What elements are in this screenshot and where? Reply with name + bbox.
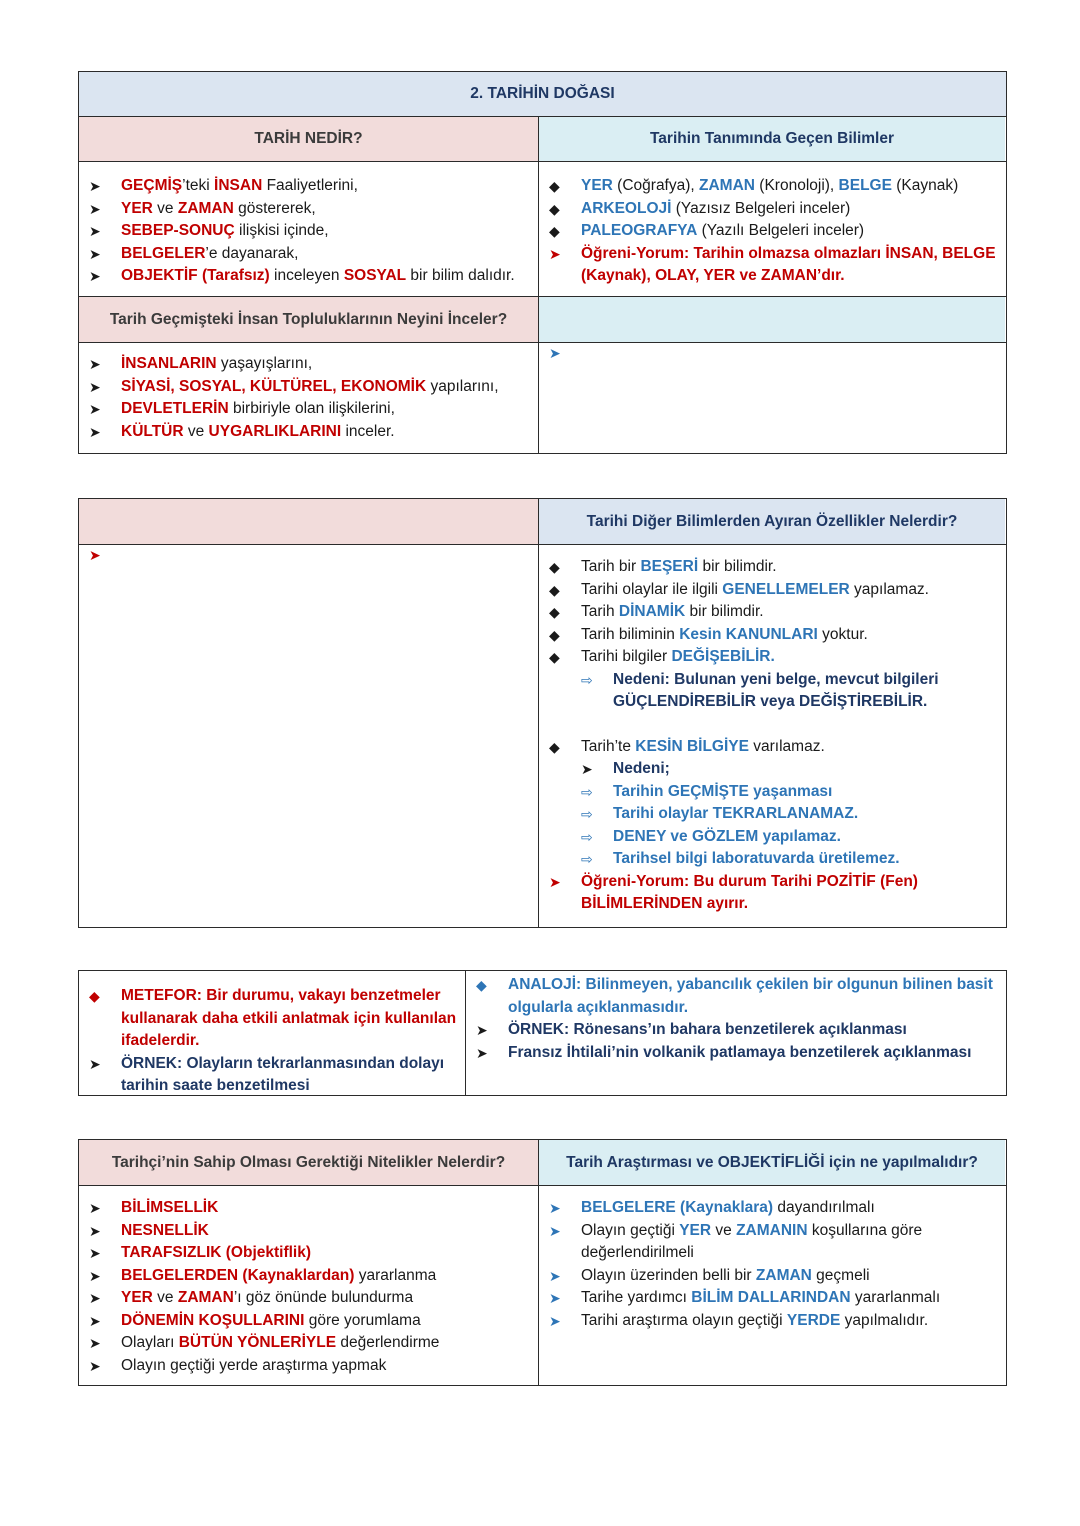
arrow-bullet-icon: ➤ — [89, 547, 101, 563]
list-item-text — [613, 758, 670, 781]
list-item — [549, 556, 1005, 579]
list-item — [549, 175, 1005, 198]
text-run: ZAMAN — [755, 1266, 812, 1284]
text-run: YER — [121, 1289, 153, 1306]
diamond-bullet-icon: ◆ — [549, 581, 560, 598]
list-item-text — [121, 265, 515, 288]
arrow-bullet-icon: ➤ — [549, 873, 561, 890]
header-row — [79, 117, 1006, 162]
text-run: SİYASİ, SOSYAL, KÜLTÜREL, EKONOMİK — [121, 377, 427, 395]
list-item-text — [581, 601, 764, 624]
text-run: ilişkisi içinde, — [234, 222, 329, 239]
list-item-text — [121, 353, 312, 376]
text-run: DENEY ve GÖZLEM yapılamaz. — [613, 827, 841, 845]
ozellikler-list — [549, 556, 1005, 916]
text-run: (Kronoloji), — [754, 177, 839, 194]
arrow-bullet-icon: ➤ — [549, 1312, 561, 1329]
list-item-text — [613, 781, 832, 804]
text-run: ZAMAN — [699, 177, 755, 194]
list-item — [89, 198, 538, 221]
text-run: ve — [152, 199, 178, 217]
text-run: bir bilimdir. — [685, 603, 764, 620]
text-run: DEĞİŞEBİLİR. — [671, 648, 775, 665]
text-run: birbiriyle olan ilişkilerini, — [228, 400, 395, 417]
text-run: ve — [711, 1221, 737, 1239]
list-item — [549, 826, 1005, 849]
diamond-bullet-icon: ◆ — [549, 223, 560, 239]
text-run: GENELLEMELER — [722, 580, 850, 598]
text-run: İNSAN — [214, 177, 263, 194]
list-item — [89, 1242, 538, 1265]
text-run: Tarih’te — [581, 737, 636, 755]
text-run: Olayın geçtiği — [581, 1221, 680, 1239]
list-item — [89, 175, 538, 198]
text-run: Tarihi olaylar ile ilgili — [581, 580, 723, 598]
content-row — [79, 545, 1006, 927]
text-run: yapılarını, — [426, 377, 499, 395]
text-run: UYGARLIKLARINI — [208, 422, 342, 440]
header-empty — [538, 297, 1005, 342]
arrow-bullet-icon: ➤ — [89, 1222, 101, 1239]
list-item-text — [121, 1287, 413, 1310]
arrow-bullet-icon: ➤ — [476, 1044, 488, 1061]
text-run: BİLİMSELLİK — [121, 1199, 219, 1216]
list-item-text — [121, 985, 457, 1053]
list-item-text — [613, 803, 858, 826]
text-run: değerlendirme — [336, 1334, 440, 1351]
list-item-text — [581, 243, 1005, 288]
list-item — [89, 398, 538, 421]
text-run: Tarihi olaylar TEKRARLANAMAZ. — [613, 805, 859, 822]
list-item-text — [613, 826, 841, 849]
list-item-text — [121, 198, 316, 221]
list-item — [89, 1287, 538, 1310]
text-run: KÜLTÜR — [121, 422, 184, 440]
text-run: ANALOJİ: Bilinmeyen, yabancılık çekilen bir olgunun bilinen basit olgularla açıklanmasıdır. — [508, 976, 993, 1016]
list-item — [89, 1053, 457, 1098]
list-item-text — [613, 848, 900, 871]
list-item-text — [581, 1197, 875, 1220]
diamond-bullet-icon: ◆ — [549, 649, 560, 665]
list-item-text — [121, 1310, 421, 1333]
text-run: (Yazılı Belgeleri inceler) — [697, 222, 865, 239]
list-item — [549, 198, 1005, 221]
text-run: ÖRNEK: Olayların tekrarlanmasından dolayı tarihin saate benzetilmesi — [121, 1054, 445, 1094]
text-run: YER — [581, 177, 613, 194]
table-nitelikler — [78, 1139, 1007, 1386]
list-item — [549, 220, 1005, 243]
arrow-bullet-icon: ➤ — [549, 1290, 561, 1306]
objektiflik-list — [549, 1197, 995, 1332]
list-item — [549, 579, 1005, 602]
list-item-text — [121, 1332, 439, 1355]
arrow-bullet-icon: ➤ — [89, 423, 101, 440]
list-item-text — [581, 736, 825, 759]
text-run: göstererek, — [233, 199, 316, 217]
arrow-bullet-icon: ➤ — [89, 178, 101, 194]
arrow-bullet-icon: ➤ — [476, 1022, 488, 1038]
diamond-bullet-icon: ◆ — [549, 178, 560, 194]
outline-arrow-bullet-icon: ⇨ — [581, 783, 593, 800]
bilimler-list-cell — [538, 162, 1005, 296]
header-row — [79, 499, 1006, 545]
text-run: koşullarına göre değerlendirilmeli — [581, 1221, 923, 1261]
text-run: Tarihin GEÇMİŞTE yaşanması — [613, 782, 833, 800]
list-item-text — [508, 1042, 971, 1065]
list-item-text — [121, 1355, 386, 1378]
metafor-list — [89, 985, 457, 1098]
list-item-text — [121, 1197, 218, 1220]
arrow-bullet-icon: ➤ — [89, 1357, 101, 1374]
list-item — [89, 265, 538, 288]
list-item-text — [121, 398, 395, 421]
text-run: Olayın geçtiği yerde araştırma yapmak — [121, 1356, 387, 1374]
empty-list-cell — [538, 343, 1005, 453]
analoji-list — [476, 974, 997, 1064]
header-tanimdaki-bilimler: Tarihin Tanımında Geçen Bilimler — [538, 117, 1005, 161]
arrow-bullet-icon: ➤ — [89, 1312, 101, 1329]
list-item — [549, 1265, 995, 1288]
text-run: DEVLETLERİN — [121, 400, 229, 417]
text-run: SOSYAL — [343, 267, 407, 284]
list-item-text — [121, 1265, 436, 1288]
text-run: Olayları — [121, 1334, 179, 1351]
text-run: Faaliyetlerini, — [262, 177, 358, 194]
list-item — [89, 1355, 538, 1378]
text-run: Tarihi araştırma olayın geçtiği — [581, 1311, 787, 1329]
text-run: ’ı göz önünde bulundurma — [233, 1289, 414, 1306]
outline-arrow-bullet-icon: ⇨ — [581, 671, 593, 688]
text-run: ’e dayanarak, — [205, 244, 299, 262]
text-run: BİLİM DALLARINDAN — [691, 1289, 851, 1306]
arrow-bullet-icon: ➤ — [549, 1200, 561, 1216]
ozellikler-list-cell — [538, 545, 1005, 927]
diamond-bullet-icon: ◆ — [549, 626, 560, 643]
list-item — [89, 985, 457, 1053]
list-item-text — [581, 579, 929, 602]
text-run: Tarihe yardımcı — [581, 1289, 692, 1306]
list-item — [89, 220, 538, 243]
arrow-bullet-icon: ➤ — [89, 245, 101, 262]
text-run: BEŞERİ — [640, 558, 699, 575]
text-run: DİNAMİK — [618, 603, 686, 620]
list-item-text — [121, 376, 499, 399]
text-run: OBJEKTİF (Tarafsız) — [121, 267, 270, 284]
list-item — [549, 624, 1005, 647]
nitelikler-list — [89, 1197, 538, 1377]
list-item-text — [581, 198, 850, 221]
text-run: Öğreni-Yorum: Bu durum Tarihi POZİTİF (Fen) BİLİMLERİNDEN ayırır. — [581, 872, 918, 912]
text-run: YER — [121, 199, 153, 217]
text-run: BÜTÜN YÖNLERİYLE — [178, 1334, 337, 1351]
header-row-2 — [79, 297, 1006, 343]
tarih-nedir-list — [89, 175, 538, 288]
list-item-text — [508, 1019, 907, 1042]
list-item-text — [581, 1265, 870, 1288]
list-item-text — [121, 175, 358, 198]
list-item-text — [581, 1287, 940, 1310]
text-run: (Kaynak) — [891, 177, 959, 194]
list-item — [549, 758, 1005, 781]
text-run: NESNELLİK — [121, 1221, 209, 1239]
tarih-nedir-list-cell — [79, 162, 538, 296]
list-item-text — [121, 1220, 209, 1243]
list-item — [549, 781, 1005, 804]
spacer — [549, 714, 1005, 736]
content-row-2 — [79, 343, 1006, 453]
list-item — [549, 601, 1005, 624]
nitelikler-list-cell — [79, 1186, 538, 1385]
text-run: ÖRNEK: Rönesans’ın bahara benzetilerek açıklanması — [508, 1021, 907, 1038]
text-run: varılamaz. — [748, 737, 825, 755]
text-run: KESİN BİLGİYE — [635, 737, 749, 755]
text-run: Tarih biliminin — [581, 625, 680, 643]
list-item-text — [121, 220, 329, 243]
text-run: (Coğrafya), — [612, 177, 700, 194]
diamond-bullet-icon: ◆ — [549, 559, 560, 575]
empty-left-cell — [79, 545, 538, 927]
header-ayiran-ozellikler: Tarihi Diğer Bilimlerden Ayıran Özellikler Nelerdir? — [538, 499, 1005, 544]
list-item — [549, 803, 1005, 826]
text-run: Tarihi bilgiler — [581, 648, 672, 665]
header-objektiflik: Tarih Araştırması ve OBJEKTİFLİĞİ için ne yapılmalıdır? — [538, 1140, 1005, 1185]
list-item — [549, 669, 1005, 714]
text-run: TARAFSIZLIK (Objektiflik) — [121, 1244, 312, 1261]
text-run: GEÇMİŞ — [121, 177, 183, 194]
arrow-bullet-icon: ➤ — [89, 1245, 101, 1261]
header-neyini-inceler: Tarih Geçmişteki İnsan Topluluklarının Neyini İnceler? — [79, 297, 538, 342]
list-item — [549, 736, 1005, 759]
list-item-text — [121, 421, 395, 444]
list-item — [89, 1332, 538, 1355]
header-empty-left — [79, 499, 538, 544]
text-run: Tarih — [581, 603, 619, 620]
section-title-text: 2. TARİHİN DOĞASI — [470, 85, 615, 102]
text-run: YERDE — [786, 1311, 841, 1329]
text-run: ZAMAN — [177, 1289, 234, 1306]
list-item-text — [121, 1242, 311, 1265]
content-row — [79, 971, 1006, 1095]
arrow-bullet-icon: ➤ — [549, 1267, 561, 1284]
section-title — [79, 72, 1006, 117]
analoji-cell — [465, 971, 1005, 1095]
list-item — [89, 1265, 538, 1288]
arrow-bullet-icon: ➤ — [89, 1335, 101, 1351]
text-run: bir bilim dalıdır. — [406, 267, 515, 284]
list-item-text — [581, 1310, 928, 1333]
diamond-bullet-icon: ◆ — [89, 988, 100, 1004]
text-run: Nedeni; — [613, 760, 670, 777]
text-run: İNSANLARIN — [121, 355, 217, 372]
list-item — [89, 376, 538, 399]
header-tarih-nedir: TARİH NEDİR? — [79, 117, 538, 161]
arrow-bullet-icon: ➤ — [549, 1222, 561, 1239]
list-item — [549, 1310, 995, 1333]
neyini-inceler-list-cell — [79, 343, 538, 453]
text-run: ZAMANIN — [736, 1221, 808, 1239]
list-item — [549, 848, 1005, 871]
list-item-text — [121, 243, 298, 266]
content-row — [79, 162, 1006, 297]
text-run: (Yazısız Belgeleri inceler) — [671, 199, 851, 217]
bilimler-list — [549, 175, 1005, 288]
list-item — [549, 646, 1005, 669]
diamond-bullet-icon: ◆ — [476, 977, 487, 993]
list-item — [476, 974, 997, 1019]
arrow-bullet-icon: ➤ — [549, 345, 561, 361]
diamond-bullet-icon: ◆ — [549, 738, 560, 755]
list-item — [89, 1197, 538, 1220]
list-item-text — [581, 624, 868, 647]
list-item-text — [581, 871, 1005, 916]
list-item — [89, 1220, 538, 1243]
content-row — [79, 1186, 1006, 1385]
table-tarihin-dogasi — [78, 71, 1007, 454]
outline-arrow-bullet-icon: ⇨ — [581, 828, 593, 845]
text-run: PALEOGRAFYA — [581, 222, 698, 239]
list-item — [89, 243, 538, 266]
text-run: METEFOR: Bir durumu, vakayı benzetmeler kullanarak daha etkili anlatmak için kullanılan ifadelerdir. — [121, 987, 457, 1049]
arrow-bullet-icon: ➤ — [89, 378, 101, 395]
text-run: dayandırılmalı — [773, 1199, 875, 1216]
text-run: yaşayışlarını, — [216, 355, 313, 372]
text-run: yapılmalıdır. — [840, 1311, 929, 1329]
list-item — [549, 871, 1005, 916]
metafor-cell — [79, 971, 465, 1095]
arrow-bullet-icon: ➤ — [89, 356, 101, 372]
text-run: bir bilimdir. — [698, 558, 777, 575]
list-item — [549, 1220, 995, 1265]
arrow-bullet-icon: ➤ — [89, 223, 101, 239]
list-item — [89, 421, 538, 444]
header-row — [79, 1140, 1006, 1186]
text-run: BELGELER — [121, 244, 206, 262]
arrow-bullet-icon: ➤ — [89, 200, 101, 217]
neyini-inceler-list — [89, 353, 538, 443]
text-run: Olayın üzerinden belli bir — [581, 1266, 756, 1284]
text-run: Kesin KANUNLARI — [679, 625, 818, 643]
text-run: YER — [679, 1221, 712, 1239]
list-item-text — [581, 646, 775, 669]
arrow-bullet-icon: ➤ — [89, 268, 101, 284]
list-item — [476, 1019, 997, 1042]
list-item-text — [581, 1220, 995, 1265]
arrow-bullet-icon: ➤ — [89, 1200, 101, 1216]
list-item — [549, 1197, 995, 1220]
list-item — [549, 243, 1005, 288]
header-tarihci-nitelikler: Tarihçi’nin Sahip Olması Gerektiği Nitelikler Nelerdir? — [79, 1140, 538, 1185]
list-item-text — [613, 669, 1005, 714]
text-run: ZAMAN — [177, 199, 234, 217]
table-metafor-analoji — [78, 970, 1007, 1096]
arrow-bullet-icon: ➤ — [89, 401, 101, 417]
text-run: yapılamaz. — [849, 580, 929, 598]
text-run: Nedeni: Bulunan yeni belge, mevcut bilgileri GÜÇLENDİREBİLİR veya DEĞİŞTİREBİLİR. — [613, 670, 939, 710]
text-run: BELGELERE (Kaynaklara) — [581, 1199, 774, 1216]
list-item — [89, 1310, 538, 1333]
text-run: inceler. — [341, 422, 395, 440]
list-item — [89, 353, 538, 376]
list-item-text — [121, 1053, 457, 1098]
arrow-bullet-icon: ➤ — [89, 1267, 101, 1284]
text-run: Tarih bir — [581, 558, 641, 575]
arrow-bullet-icon: ➤ — [89, 1055, 101, 1072]
list-item-text — [581, 175, 958, 198]
diamond-bullet-icon: ◆ — [549, 200, 560, 217]
diamond-bullet-icon: ◆ — [549, 604, 560, 620]
arrow-bullet-icon: ➤ — [549, 245, 561, 262]
list-item-text — [581, 220, 864, 243]
text-run: ARKEOLOJİ — [581, 199, 672, 217]
text-run: BELGE — [838, 177, 892, 194]
table-ozellikler — [78, 498, 1007, 928]
text-run: SEBEP-SONUÇ — [121, 222, 235, 239]
outline-arrow-bullet-icon: ⇨ — [581, 806, 593, 822]
list-item — [476, 1042, 997, 1065]
text-run: ve — [152, 1289, 178, 1306]
text-run: Fransız İhtilali’nin volkanik patlamaya benzetilerek açıklanması — [508, 1043, 972, 1061]
text-run: ’teki — [182, 177, 215, 194]
text-run: yararlanmalı — [850, 1289, 941, 1306]
text-run: BELGELERDEN (Kaynaklardan) — [121, 1266, 355, 1284]
text-run: yararlanma — [354, 1266, 437, 1284]
list-item-text — [508, 974, 997, 1019]
text-run: göre yorumlama — [304, 1311, 421, 1329]
text-run: Öğreni-Yorum: Tarihin olmazsa olmazları İNSAN, BELGE (Kaynak), OLAY, YER ve ZAMAN’dır. — [581, 244, 996, 284]
text-run: yoktur. — [817, 625, 868, 643]
text-run: geçmeli — [811, 1266, 870, 1284]
text-run: Tarihsel bilgi laboratuvarda üretilemez. — [613, 850, 900, 867]
list-item — [549, 1287, 995, 1310]
text-run: inceleyen — [269, 267, 344, 284]
objektiflik-list-cell — [538, 1186, 1005, 1385]
text-run: DÖNEMİN KOŞULLARINI — [121, 1311, 305, 1329]
arrow-bullet-icon: ➤ — [581, 761, 593, 777]
list-item-text — [581, 556, 777, 579]
text-run: ve — [183, 422, 209, 440]
arrow-bullet-icon: ➤ — [89, 1290, 101, 1306]
outline-arrow-bullet-icon: ⇨ — [581, 851, 593, 867]
